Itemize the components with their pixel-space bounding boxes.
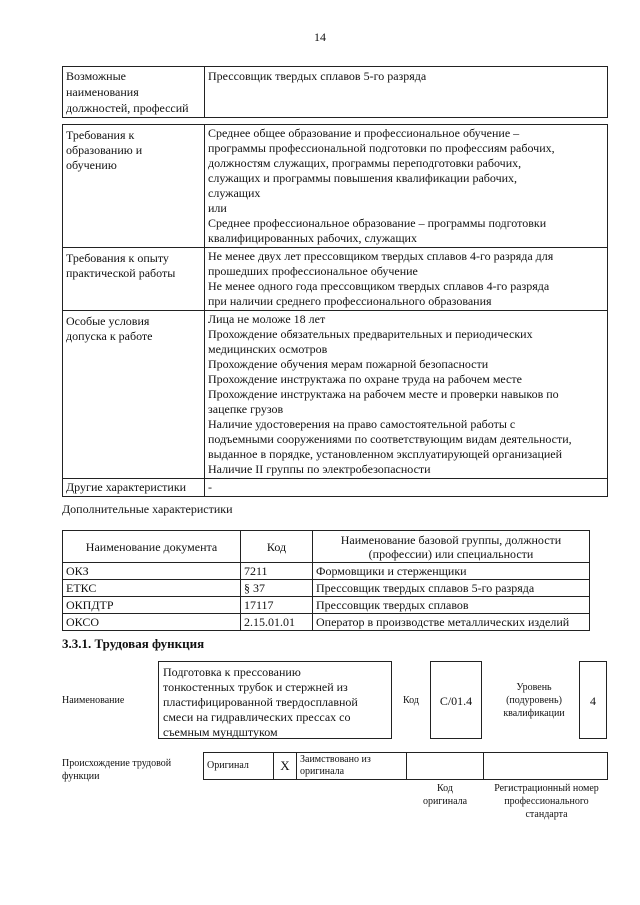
table-row bbox=[63, 597, 590, 614]
table-cell: ЕТКС bbox=[63, 580, 241, 597]
section-title: 3.3.1. Трудовая функция bbox=[62, 636, 205, 651]
level-value: 4 bbox=[579, 661, 607, 739]
additional-header-row bbox=[63, 531, 590, 563]
table-cell: ОКПДТР bbox=[63, 597, 241, 614]
function-name-line: пластифицированной твердосплавной bbox=[163, 695, 358, 709]
table-cell: 7211 bbox=[241, 563, 313, 580]
experience-row bbox=[63, 248, 608, 311]
table-row bbox=[63, 614, 590, 631]
value-line: выданное в порядке, установленном эксплуатирующей организацией bbox=[208, 447, 563, 461]
experience-label bbox=[63, 248, 205, 311]
value-line: при наличии среднего профессионального образования bbox=[208, 294, 492, 308]
value-line: зацепке грузов bbox=[208, 402, 284, 416]
level-label-line: (подуровень) bbox=[506, 695, 562, 706]
original-label: Оригинал bbox=[204, 753, 274, 780]
label-line: Возможные bbox=[66, 69, 126, 83]
value-line: Прохождение инструктажа на рабочем месте и проверки навыков по bbox=[208, 387, 559, 401]
value-line: Наличие удостоверения на право самостоятельной работы с bbox=[208, 417, 516, 431]
original-code-caption bbox=[408, 782, 482, 808]
function-name-line: съемным мундштуком bbox=[163, 725, 278, 739]
table-cell: Оператор в производстве металлических изделий bbox=[313, 614, 590, 631]
label-line: Особые условия bbox=[66, 314, 150, 328]
function-name-line: тонкостенных трубок и стержней из bbox=[163, 680, 348, 694]
education-value bbox=[205, 125, 608, 248]
label-line: обучению bbox=[66, 158, 117, 172]
origin-label bbox=[62, 757, 202, 783]
caption-line: профессионального bbox=[504, 796, 589, 807]
level-label bbox=[495, 681, 573, 720]
label-line: образованию и bbox=[66, 143, 143, 157]
label-line: наименования bbox=[66, 85, 139, 99]
value-line: Среднее общее образование и профессиональное обучение – bbox=[208, 126, 520, 140]
table-row bbox=[63, 563, 590, 580]
registration-number-caption bbox=[485, 782, 608, 821]
label-line: практической работы bbox=[66, 266, 176, 280]
value-line: медицинских осмотров bbox=[208, 342, 328, 356]
label-line: Требования к опыту bbox=[66, 251, 169, 265]
experience-value bbox=[205, 248, 608, 311]
column-header: Код bbox=[241, 531, 313, 563]
original-code-cell bbox=[407, 753, 484, 780]
additional-heading: Дополнительные характеристики bbox=[62, 502, 233, 516]
level-label-line: квалификации bbox=[503, 708, 565, 719]
table-row bbox=[63, 580, 590, 597]
job-names-label bbox=[63, 67, 205, 118]
other-characteristics-label: Другие характеристики bbox=[63, 479, 205, 497]
value-line: Прохождение обязательных предварительных и периодических bbox=[208, 327, 533, 341]
other-characteristics-row bbox=[63, 479, 608, 497]
label-line: должностей, профессий bbox=[66, 101, 189, 115]
label-line: допуска к работе bbox=[66, 329, 153, 343]
function-name-line: смеси на гидравлических прессах со bbox=[163, 710, 351, 724]
borrowed-label bbox=[297, 753, 407, 780]
additional-table bbox=[62, 530, 590, 631]
value-line: квалифицированных рабочих, служащих bbox=[208, 231, 417, 245]
label-line: Требования к bbox=[66, 128, 135, 142]
requirements-table bbox=[62, 124, 608, 497]
borrowed-label-line: Заимствовано из bbox=[300, 754, 371, 765]
value-line: Не менее двух лет прессовщиком твердых сплавов 4-го разряда для bbox=[208, 249, 554, 263]
job-names-table bbox=[62, 66, 608, 118]
value-line: программы профессиональной подготовки по профессиям рабочих, bbox=[208, 141, 555, 155]
value-line: подъемными сооружениями по соответствующим видам деятельности, bbox=[208, 432, 572, 446]
registration-number-cell bbox=[484, 753, 608, 780]
caption-line: Код bbox=[437, 783, 453, 794]
value-line: служащих и программы повышения квалификации рабочих, bbox=[208, 171, 518, 185]
job-names-value: Прессовщик твердых сплавов 5-го разряда bbox=[205, 67, 608, 118]
table-cell: Формовщики и стерженщики bbox=[313, 563, 590, 580]
code-value: C/01.4 bbox=[430, 661, 482, 739]
level-label-line: Уровень bbox=[516, 682, 552, 693]
value-line: служащих bbox=[208, 186, 261, 200]
origin-label-line: Происхождение трудовой bbox=[62, 758, 172, 769]
education-row bbox=[63, 125, 608, 248]
table-cell: ОКЗ bbox=[63, 563, 241, 580]
code-label: Код bbox=[403, 695, 419, 706]
value-line: прошедших профессиональное обучение bbox=[208, 264, 418, 278]
original-mark: X bbox=[274, 753, 297, 780]
function-name-line: Подготовка к прессованию bbox=[163, 665, 301, 679]
table-cell: 17117 bbox=[241, 597, 313, 614]
table-cell: § 37 bbox=[241, 580, 313, 597]
borrowed-label-line: оригинала bbox=[300, 766, 345, 777]
table-cell: ОКСО bbox=[63, 614, 241, 631]
value-line: Среднее профессиональное образование – программы подготовки bbox=[208, 216, 547, 230]
column-header: Наименование базовой группы, должности (профессии) или специальности bbox=[313, 531, 590, 563]
origin-label-line: функции bbox=[62, 771, 100, 782]
caption-line: стандарта bbox=[525, 809, 568, 820]
education-label bbox=[63, 125, 205, 248]
value-line: Не менее одного года прессовщиком твердых сплавов 4-го разряда bbox=[208, 279, 550, 293]
special-conditions-label bbox=[63, 311, 205, 479]
value-line: должностям служащих, программы переподготовки рабочих, bbox=[208, 156, 522, 170]
value-line: Прохождение инструктажа по охране труда на рабочем месте bbox=[208, 372, 522, 386]
table-cell: Прессовщик твердых сплавов bbox=[313, 597, 590, 614]
value-line: или bbox=[208, 201, 227, 215]
special-conditions-value bbox=[205, 311, 608, 479]
table-cell: 2.15.01.01 bbox=[241, 614, 313, 631]
value-line: Прохождение обучения мерам пожарной безопасности bbox=[208, 357, 489, 371]
page-number: 14 bbox=[314, 30, 326, 44]
origin-table bbox=[203, 752, 608, 780]
caption-line: Регистрационный номер bbox=[494, 783, 599, 794]
caption-line: оригинала bbox=[422, 796, 468, 807]
name-label: Наименование bbox=[62, 695, 125, 706]
function-name-box bbox=[158, 661, 392, 739]
value-line: Наличие II группы по электробезопасности bbox=[208, 462, 431, 476]
special-conditions-row bbox=[63, 311, 608, 479]
value-line: Лица не моложе 18 лет bbox=[208, 312, 326, 326]
column-header: Наименование документа bbox=[63, 531, 241, 563]
other-characteristics-value: - bbox=[205, 479, 608, 497]
table-cell: Прессовщик твердых сплавов 5-го разряда bbox=[313, 580, 590, 597]
